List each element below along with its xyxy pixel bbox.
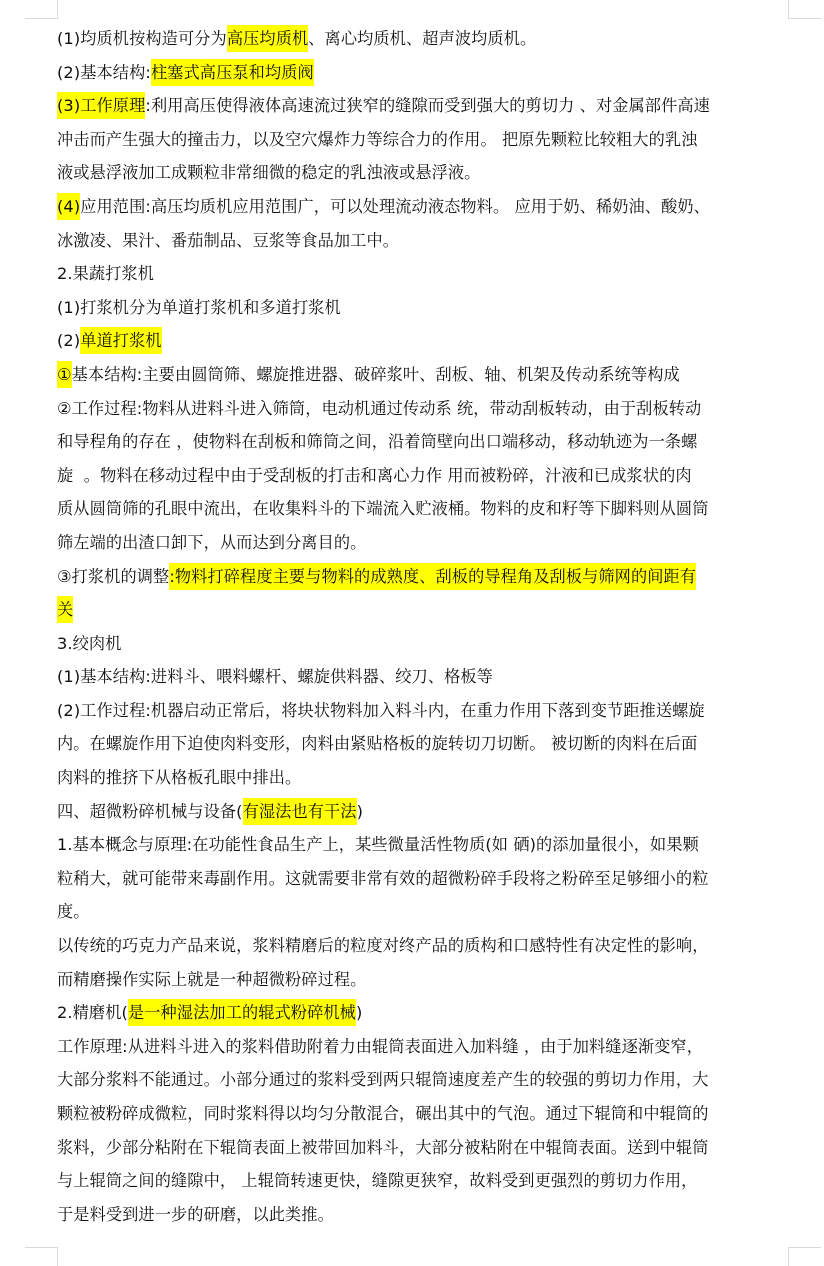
- highlighted-text: :物料打碎程度主要与物料的成熟度、刮板的导程角及刮板与筛网的间距有: [169, 563, 696, 590]
- text-segment: 而精磨操作实际上就是一种超微粉碎过程。: [57, 969, 367, 989]
- text-segment: 3.绞肉机: [57, 633, 122, 653]
- text-segment: 工作原理:从进料斗进入的浆料借助附着力由辊筒表面进入加料缝 ，由于加料缝逐渐变窄，: [57, 1036, 704, 1056]
- text-line: [57, 492, 797, 526]
- text-segment: (1)基本结构:进料斗、喂料螺杆、螺旋供料器、绞刀、格板等: [57, 667, 493, 687]
- text-line: [57, 560, 797, 594]
- text-line: [57, 1063, 797, 1097]
- text-segment: 于是料受到进一步的研磨，以此类推。: [57, 1204, 334, 1224]
- text-segment: (2)基本结构:: [57, 62, 151, 82]
- text-line: [57, 1198, 797, 1232]
- text-segment: 冰激凌、果汁、番茄制品、豆浆等食品加工中。: [57, 230, 400, 250]
- text-line: [57, 425, 797, 459]
- text-segment: 和导程角的存在 ，使物料在刮板和筛筒之间，沿着筒壁向出口端移动，移动轨迹为一条螺: [57, 432, 698, 452]
- text-segment: ): [356, 801, 364, 821]
- text-line: [57, 660, 797, 694]
- text-segment: 大部分浆料不能通过。小部分通过的浆料受到两只辊筒速度差产生的较强的剪切力作用，大: [57, 1070, 709, 1090]
- crop-mark-bottom-right: [788, 1247, 821, 1266]
- text-segment: 内。在螺旋作用下迫使肉料变形，肉料由紧贴格板的旋转切刀切断。 被切断的肉料在后面: [57, 734, 698, 754]
- highlighted-text: (3)工作原理: [57, 92, 145, 119]
- highlighted-text: 有湿法也有干法: [243, 798, 357, 825]
- highlighted-text: 柱塞式高压泵和均质阀: [151, 59, 314, 86]
- text-line: [57, 593, 797, 627]
- highlighted-text: 高压均质机: [227, 25, 308, 52]
- text-segment: (2): [57, 331, 81, 351]
- text-line: [57, 963, 797, 997]
- text-line: [57, 392, 797, 426]
- text-line: [57, 156, 797, 190]
- text-segment: 冲击而产生强大的撞击力，以及空穴爆炸力等综合力的作用。 把原先颗粒比较粗大的乳浊: [57, 129, 698, 149]
- text-segment: 基本结构:主要由圆筒筛、螺旋推进器、破碎浆叶、刮板、轴、机架及传动系统等构成: [71, 364, 680, 384]
- text-segment: 度。: [57, 902, 90, 922]
- text-line: [57, 123, 797, 157]
- text-line: [57, 190, 797, 224]
- text-line: [57, 257, 797, 291]
- highlighted-text: (4): [57, 193, 80, 220]
- text-line: [57, 291, 797, 325]
- text-segment: 粒稍大，就可能带来毒副作用。这就需要非常有效的超微粉碎手段将之粉碎至足够细小的粒: [57, 868, 709, 888]
- text-line: [57, 1030, 797, 1064]
- text-segment: (1)打浆机分为单道打浆机和多道打浆机: [57, 297, 341, 317]
- text-line: [57, 1131, 797, 1165]
- text-line: [57, 761, 797, 795]
- crop-mark-top-right: [788, 0, 821, 19]
- text-segment: 2.精磨机(: [57, 1003, 128, 1023]
- document-body: [57, 22, 797, 1231]
- text-segment: (2)工作过程:机器启动正常后，将块状物料加入料斗内，在重力作用下落到变节距推送螺旋: [57, 700, 705, 720]
- highlighted-text: 是一种湿法加工的辊式粉碎机械: [128, 999, 356, 1026]
- crop-mark-bottom-left: [25, 1247, 58, 1266]
- text-line: [57, 324, 797, 358]
- text-segment: 四、超微粉碎机械与设备(: [57, 801, 243, 821]
- text-line: [57, 1164, 797, 1198]
- text-line: [57, 996, 797, 1030]
- text-segment: 液或悬浮液加工成颗粒非常细微的稳定的乳浊液或悬浮液。: [57, 163, 481, 183]
- highlighted-text: 单道打浆机: [80, 327, 161, 354]
- text-line: [57, 627, 797, 661]
- text-line: [57, 929, 797, 963]
- text-segment: :利用高压使得液体高速流过狭窄的缝隙而受到强大的剪切力 、对金属部件高速: [145, 96, 710, 116]
- text-segment: 肉料的推挤下从格板孔眼中排出。: [57, 768, 302, 788]
- text-segment: 、离心均质机、超声波均质机。: [308, 29, 537, 48]
- text-line: [57, 526, 797, 560]
- text-line: [57, 694, 797, 728]
- text-segment: (1)均质机按构造可分为: [57, 29, 227, 48]
- text-line: [57, 56, 797, 90]
- text-segment: 与上辊筒之间的缝隙中， 上辊筒转速更快，缝隙更狭窄，故料受到更强烈的剪切力作用，: [57, 1171, 698, 1191]
- text-segment: 1.基本概念与原理:在功能性食品生产上，某些微量活性物质(如 硒)的添加量很小，如果颗: [57, 835, 699, 855]
- text-segment: 筛左端的出渣口卸下，从而达到分离目的。: [57, 532, 367, 552]
- text-line: [57, 795, 797, 829]
- text-line: [57, 895, 797, 929]
- text-segment: 以传统的巧克力产品来说，浆料精磨后的粒度对终产品的质构和口感特性有决定性的影响，: [57, 936, 709, 956]
- text-line: [57, 862, 797, 896]
- crop-mark-top-left: [25, 0, 58, 19]
- text-segment: ③打浆机的调整: [57, 566, 170, 586]
- text-segment: 质从圆筒筛的孔眼中流出，在收集料斗的下端流入贮液桶。物料的皮和籽等下脚料则从圆筒: [57, 499, 709, 519]
- highlighted-text: 关: [57, 596, 73, 623]
- text-line: [57, 459, 797, 493]
- text-segment: 2.果蔬打浆机: [57, 264, 155, 284]
- text-segment: 颗粒被粉碎成微粒，同时浆料得以均匀分散混合，碾出其中的气泡。通过下辊筒和中辊筒的: [57, 1104, 709, 1123]
- text-segment: ②工作过程:物料从进料斗进入筛筒，电动机通过传动系 统，带动刮板转动，由于刮板转动: [57, 398, 702, 418]
- text-segment: 浆料，少部分粘附在下辊筒表面上被带回加料斗，大部分被粘附在中辊筒表面。送到中辊筒: [57, 1137, 709, 1157]
- text-line: [57, 727, 797, 761]
- text-line: [57, 22, 797, 56]
- highlighted-text: ①: [57, 361, 72, 388]
- text-segment: 旋 。物料在移动过程中由于受刮板的打击和离心力作 用而被粉碎，汁液和已成浆状的肉: [57, 465, 692, 485]
- text-segment: 应用范围:高压均质机应用范围广，可以处理流动液态物料。 应用于奶、稀奶油、酸奶、: [80, 196, 710, 216]
- text-line: [57, 358, 797, 392]
- text-segment: ): [355, 1003, 363, 1023]
- text-line: [57, 828, 797, 862]
- text-line: [57, 89, 797, 123]
- text-line: [57, 224, 797, 258]
- text-line: [57, 1097, 797, 1131]
